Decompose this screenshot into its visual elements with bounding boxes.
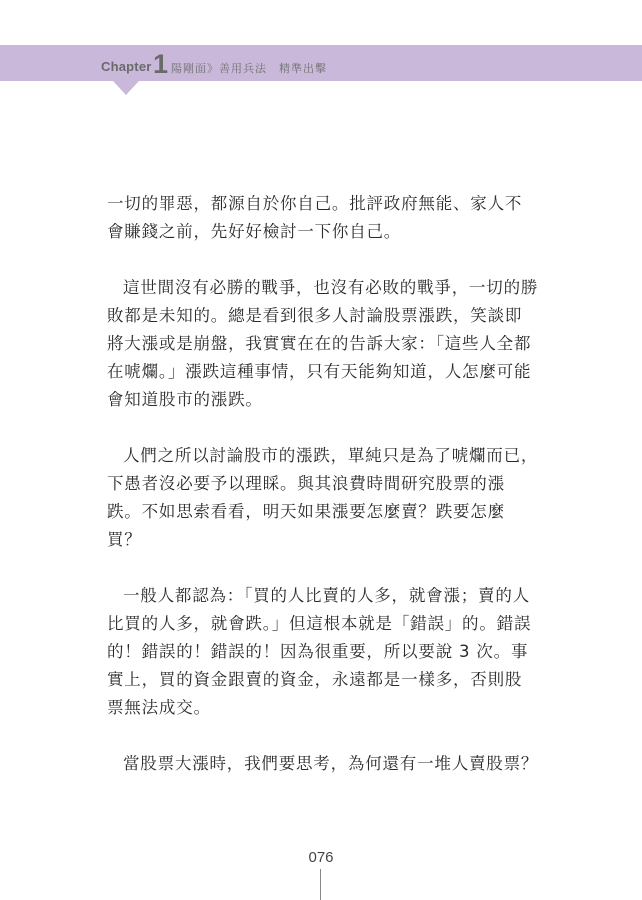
chapter-title: 陽剛面》善用兵法 精準出擊 <box>171 62 327 75</box>
paragraph-5: 當股票大漲時，我們要思考，為何還有一堆人賣股票？ <box>123 754 539 773</box>
paragraph-4: 一般人都認為：「買的人比賣的人多，就會漲；賣的人比買的人多，就會跌。」但這根本就是「錯誤」的。錯誤的！錯誤的！錯誤的！因為很重要，所以要說 3 次。事實上，買的資金跟賣的資金，永遠都是一樣多，否則股票無法成交。 <box>107 586 532 717</box>
paragraph-2: 這世間沒有必勝的戰爭，也沒有必敗的戰爭，一切的勝敗都是未知的。總是看到很多人討論股票漲跌，笑談即將大漲或是崩盤，我實實在在的告訴大家：「這些人全都在唬爛。」漲跌這種事情，只有天能夠知道，人怎麼可能會知道股市的漲跌。 <box>107 278 539 409</box>
header-pointer-arrow <box>113 81 139 95</box>
page-number-rule <box>320 869 321 900</box>
paragraph-1: 一切的罪惡，都源自於你自己。批評政府無能、家人不會賺錢之前，先好好檢討一下你自己。 <box>107 194 523 241</box>
chapter-label: Chapter <box>101 59 152 74</box>
paragraph-3: 人們之所以討論股市的漲跌，單純只是為了唬爛而已，下愚者沒必要予以理睬。與其浪費時間研究股票的漲跌。不如思索看看，明天如果漲要怎麼賣？跌要怎麼買？ <box>107 446 539 549</box>
chapter-number: 1 <box>153 49 169 79</box>
page-number: 076 <box>308 849 334 866</box>
body-text <box>107 190 539 806</box>
